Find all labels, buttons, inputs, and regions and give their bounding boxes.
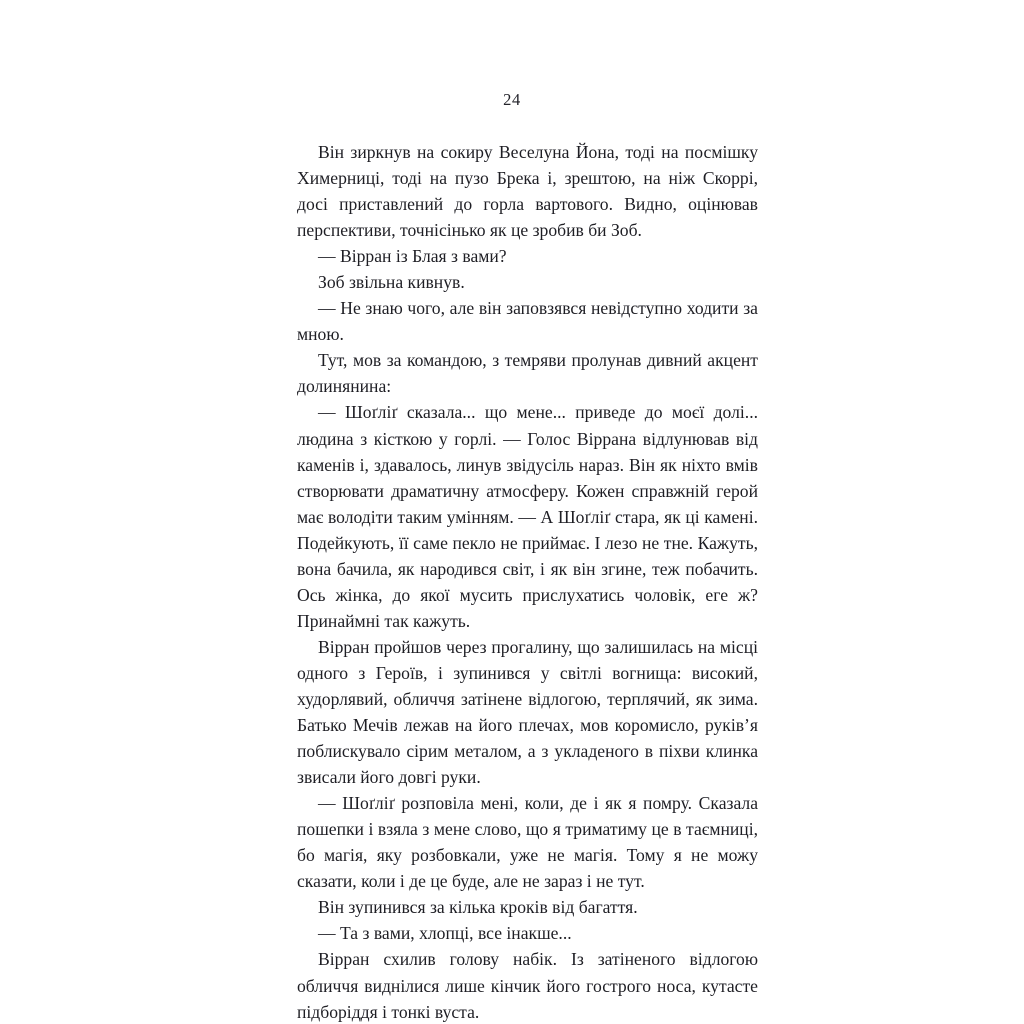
paragraph: — Та з вами, хлопці, все інакше... <box>318 923 572 944</box>
paragraph: — Шоґліґ сказала... що мене... приведе до моєї долі... людина з кісткою у горлі. — Голос Віррана відлунював від каменів і, здавалось, линув звідусіль нараз. Він як ніхто вмів створювати драматичну атмосферу. Кожен справжній герой має володіти таким умінням. — А Шоґліґ стара, як ці камені. Подейкують, її саме пекло не приймає. І лезо не тне. Кажуть, вона бачила, як народився світ, і як він згине, теж побачить. Ось жінка, до якої мусить прислухатись чоловік, еге ж? Принаймні так кажуть. <box>297 402 758 631</box>
paragraph: — Шоґліґ розповіла мені, коли, де і як я помру. Сказала пошепки і взяла з мене слово, що я триматиму це в таємниці, бо магія, яку розбовкали, уже не магія. Тому я не можу сказати, коли і де це буде, але не зараз і не тут. <box>297 793 758 892</box>
paragraph: Він зиркнув на сокиру Веселуна Йона, тоді на посмішку Химерниці, тоді на пузо Брека і, зрештою, на ніж Скоррі, досі приставлений до горла вартового. Видно, оцінював перспективи, точнісінько як це зробив би Зоб. <box>297 142 758 241</box>
paragraph: Вірран схилив голову набік. Із затіненого відлогою обличчя виднілися лише кінчик його гострого носа, кутасте підборіддя і тонкі вуста. <box>297 949 758 1022</box>
paragraph: Тут, мов за командою, з темряви пролунав дивний акцент долинянина: <box>297 350 758 397</box>
paragraph: — Вірран із Блая з вами? <box>318 246 507 267</box>
paragraph: — Не знаю чого, але він заповзявся невідступно ходити за мною. <box>297 298 758 345</box>
paragraph: Зоб звільна кивнув. <box>318 272 465 293</box>
paragraph: Вірран пройшов через прогалину, що залишилась на місці одного з Героїв, і зупинився у світлі вогнища: високий, худорлявий, обличчя затінене відлогою, терплячий, як зима. Батько Мечів лежав на його плечах, мов коромисло, руків’я поблискувало сірим металом, а з укладеного в піхви клинка звисали його довгі руки. <box>297 636 758 788</box>
page-number: 24 <box>503 90 521 109</box>
body-text <box>297 139 758 1024</box>
paragraph: Він зупинився за кілька кроків від багаття. <box>318 897 638 918</box>
